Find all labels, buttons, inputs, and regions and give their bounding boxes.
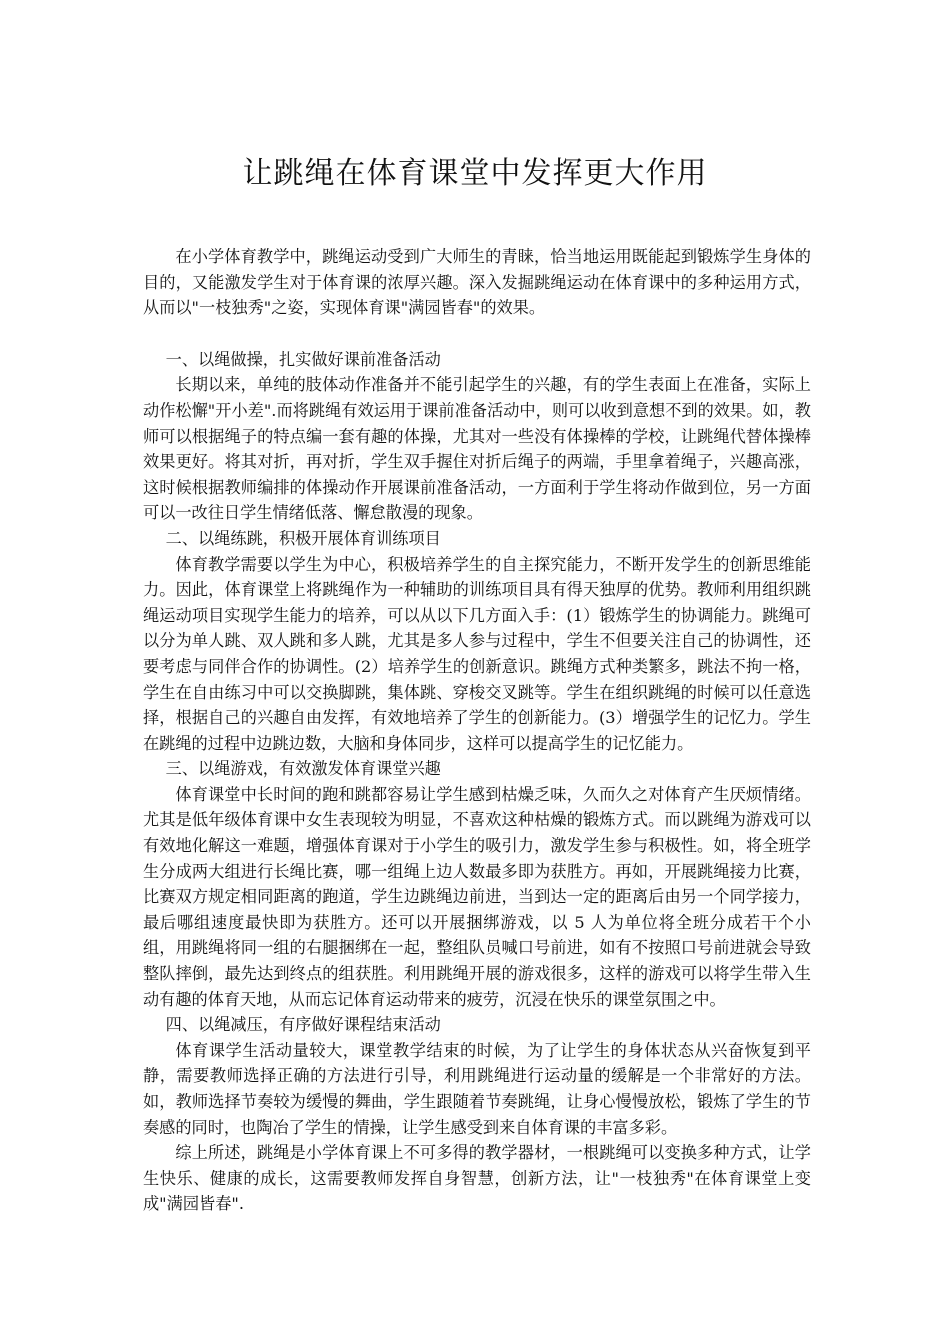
section-1-heading: 一、以绳做操，扎实做好课前准备活动 xyxy=(165,349,441,369)
section-4-paragraph: 体育课学生活动量较大，课堂教学结束的时候，为了让学生的身体状态从兴奋恢复到平静，需要教师选择正确的方法进行引导，利用跳绳进行运动量的缓解是一个非常好的方法。如，教师选择节奏较为缓慢的舞曲，学生跟随着节奏跳绳，让身心慢慢放松，锻炼了学生的节奏感的同时，也陶冶了学生的情操，让学生感受到来自体育课的丰富多彩。 xyxy=(143,1040,811,1137)
section-2-paragraph: 体育教学需要以学生为中心，积极培养学生的自主探究能力，不断开发学生的创新思维能力。因此，体育课堂上将跳绳作为一种辅助的训练项目具有得天独厚的优势。教师利用组织跳绳运动项目实现学生能力的培养，可以从以下几方面入手：(1）锻炼学生的协调能力。跳绳可以分为单人跳、双人跳和多人跳，尤其是多人参与过程中，学生不但要关注自己的协调性，还要考虑与同伴合作的协调性。(2）培养学生的创新意识。跳绳方式种类繁多，跳法不拘一格，学生在自由练习中可以交换脚跳，集体跳、穿梭交叉跳等。学生在组织跳绳的时候可以任意选择，根据自己的兴趣自由发挥，有效地培养了学生的创新能力。(3）增强学生的记忆力。学生在跳绳的过程中边跳边数，大脑和身体同步，这样可以提高学生的记忆能力。 xyxy=(143,554,811,753)
section-2-heading: 二、以绳练跳，积极开展体育训练项目 xyxy=(165,528,441,548)
document-title: 让跳绳在体育课堂中发挥更大作用 xyxy=(242,156,708,191)
paragraph-spacer xyxy=(143,321,811,347)
document-body xyxy=(143,244,811,1217)
section-3-heading: 三、以绳游戏，有效激发体育课堂兴趣 xyxy=(165,759,441,779)
intro-paragraph: 在小学体育教学中，跳绳运动受到广大师生的青睐，恰当地运用既能起到锻炼学生身体的目的，又能激发学生对于体育课的浓厚兴趣。深入发掘跳绳运动在体育课中的多种运用方式，从而以"一枝独秀"之姿，实现体育课"满园皆春"的效果。 xyxy=(143,247,811,318)
conclusion-paragraph: 综上所述，跳绳是小学体育课上不可多得的教学器材，一根跳绳可以变换多种方式，让学生快乐、健康的成长，这需要教师发挥自身智慧，创新方法，让"一枝独秀"在体育课堂上变成"满园皆春". xyxy=(143,1143,811,1214)
section-1-paragraph: 长期以来，单纯的肢体动作准备并不能引起学生的兴趣，有的学生表面上在准备，实际上动作松懈"开小差".而将跳绳有效运用于课前准备活动中，则可以收到意想不到的效果。如，教师可以根据绳子的特点编一套有趣的体操，尤其对一些没有体操棒的学校，让跳绳代替体操棒效果更好。将其对折，再对折，学生双手握住对折后绳子的两端，手里拿着绳子，兴趣高涨，这时候根据教师编排的体操动作开展课前准备活动，一方面利于学生将动作做到位，另一方面可以一改往日学生情绪低落、懈怠散漫的现象。 xyxy=(143,375,811,523)
section-3-paragraph: 体育课堂中长时间的跑和跳都容易让学生感到枯燥乏味，久而久之对体育产生厌烦情绪。尤其是低年级体育课中女生表现较为明显，不喜欢这种枯燥的锻炼方式。而以跳绳为游戏可以有效地化解这一难题，增强体育课对于小学生的吸引力，激发学生参与积极性。如，将全班学生分成两大组进行长绳比赛，哪一组绳上边人数最多即为获胜方。再如，开展跳绳接力比赛，比赛双方规定相同距离的跑道，学生边跳绳边前进，当到达一定的距离后由另一个同学接力，最后哪组速度最快即为获胜方。还可以开展捆绑游戏，以 5 人为单位将全班分成若干个小组，用跳绳将同一组的右腿捆绑在一起，整组队员喊口号前进，如有不按照口号前进就会导致整队摔倒，最先达到终点的组获胜。利用跳绳开展的游戏很多，这样的游戏可以将学生带入生动有趣的体育天地，从而忘记体育运动带来的疲劳，沉浸在快乐的课堂氛围之中。 xyxy=(143,784,811,1009)
section-4-heading: 四、以绳减压，有序做好课程结束活动 xyxy=(165,1015,441,1035)
